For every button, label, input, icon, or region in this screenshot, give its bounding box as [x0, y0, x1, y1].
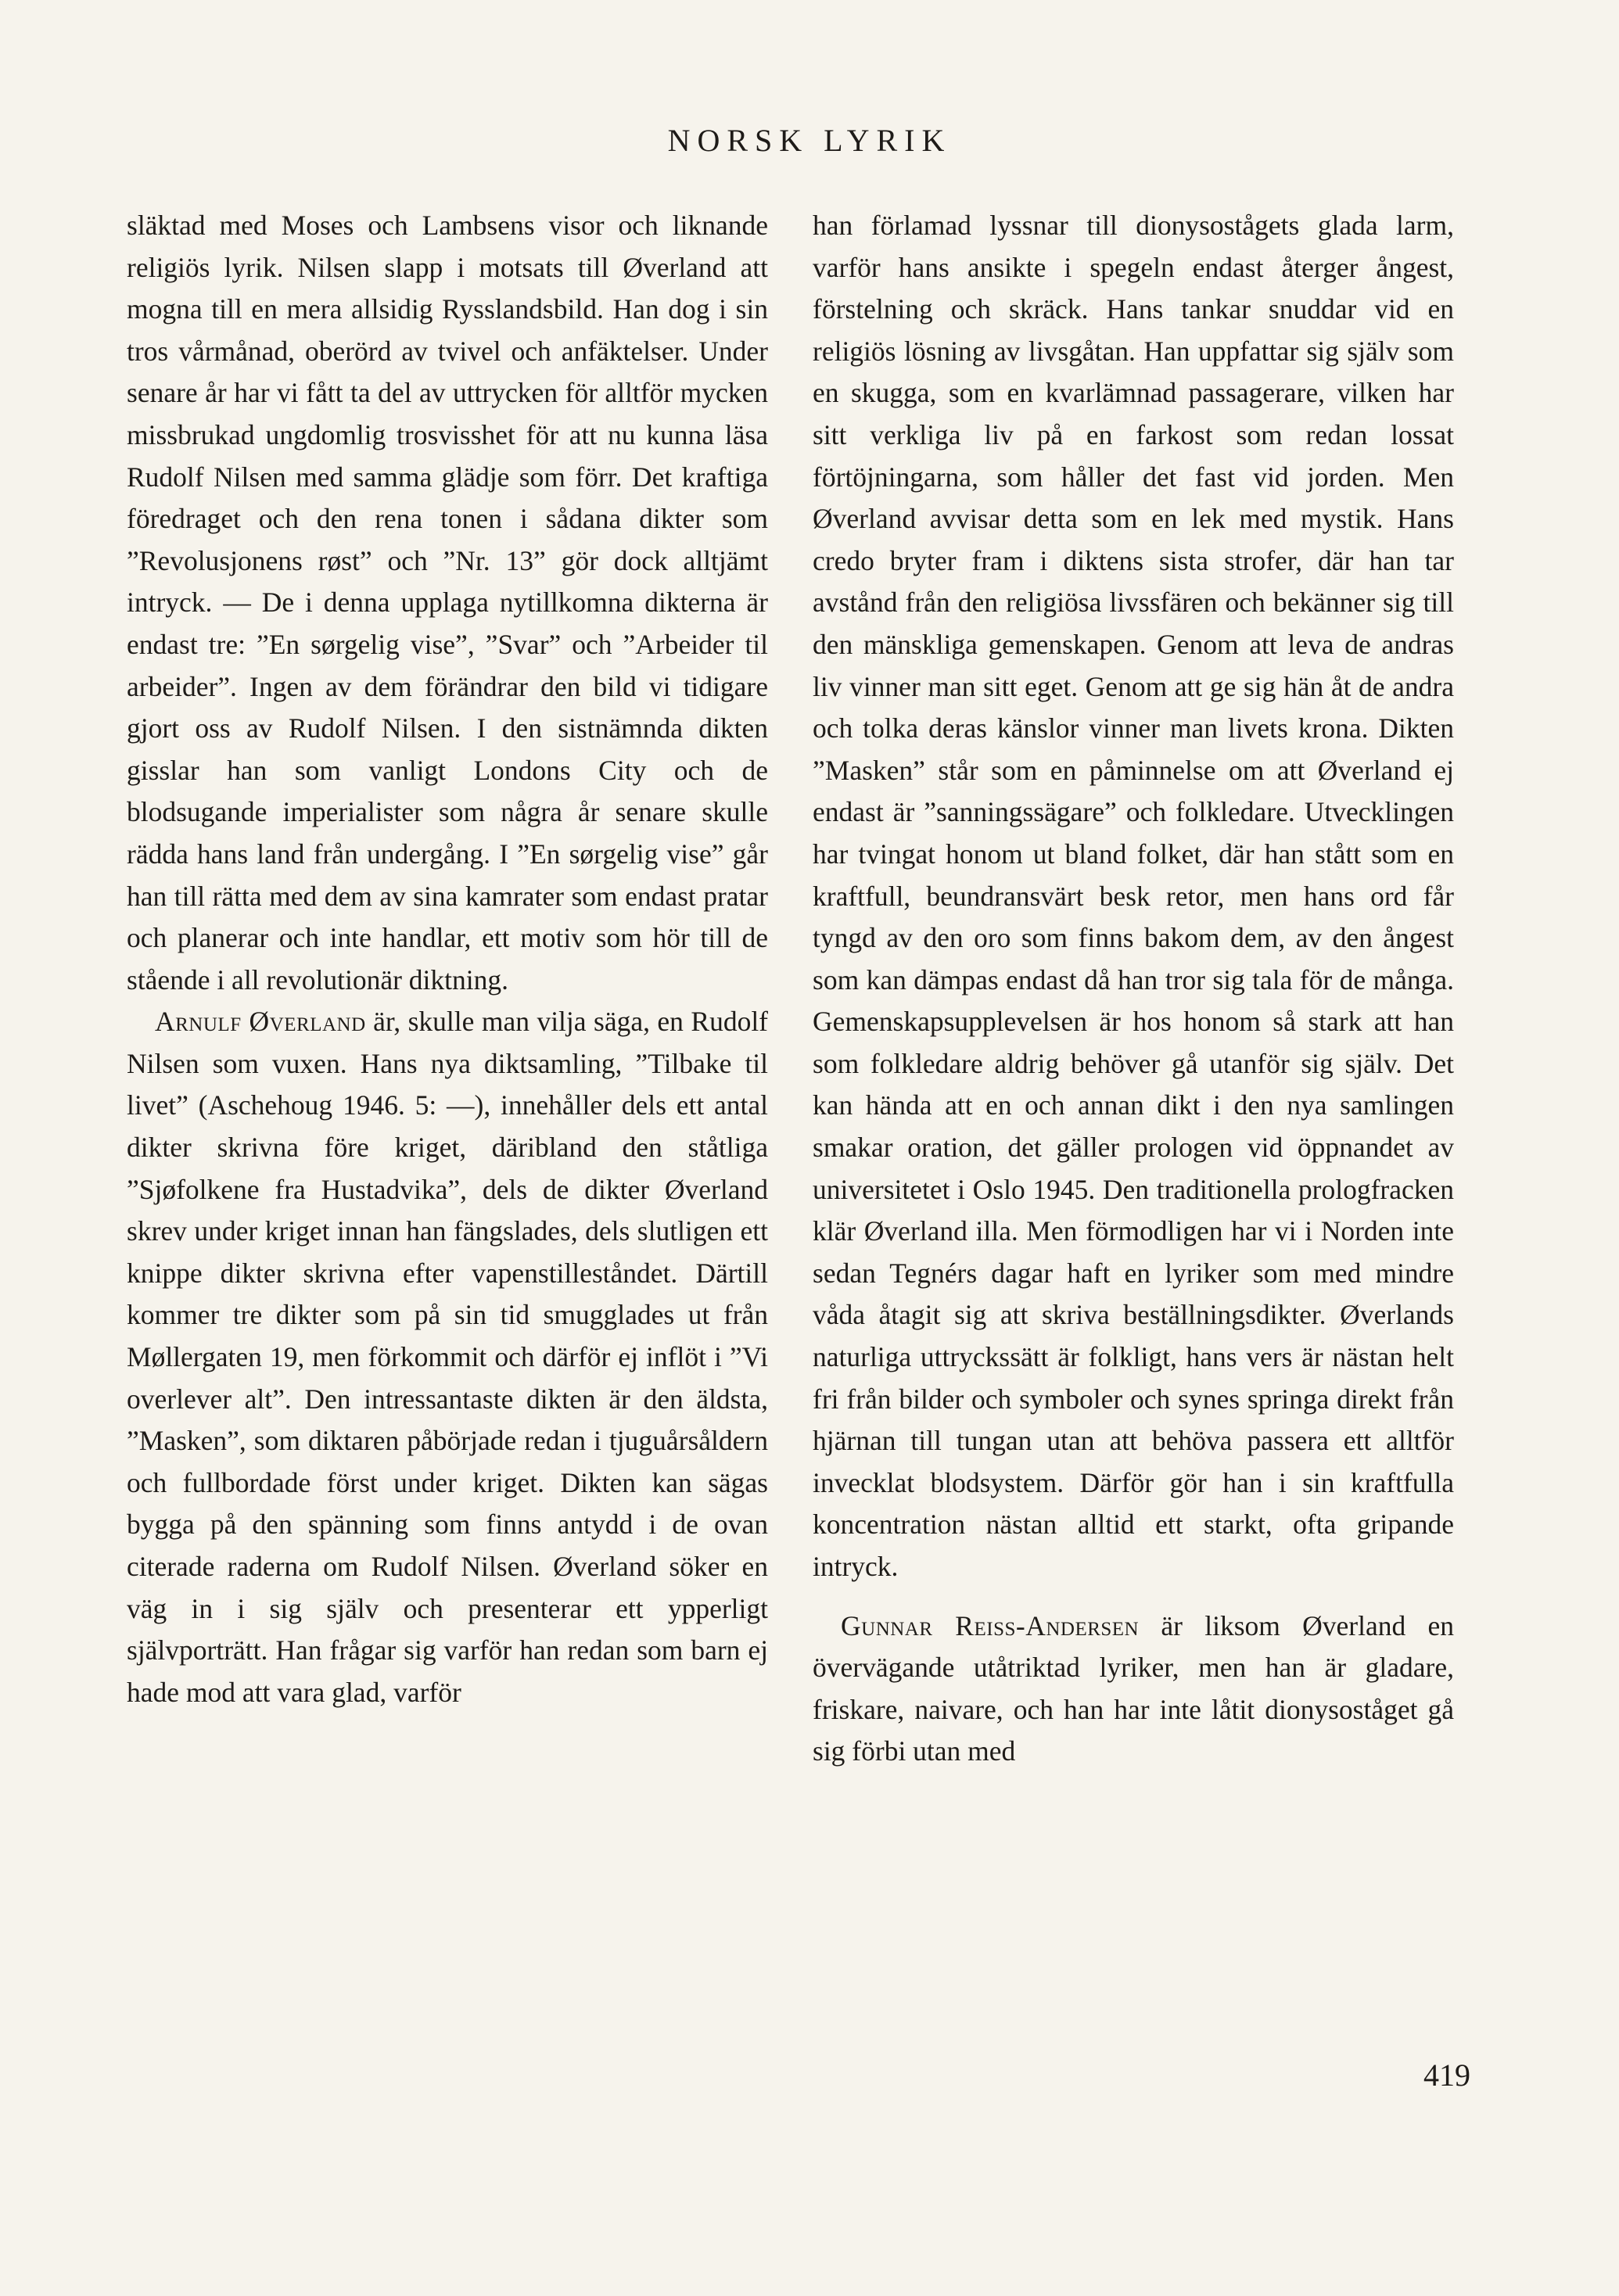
right-paragraph-2-text: är liksom Øverland en övervägande utåtriktad lyriker, men han är gladare, friskare, naivare, och han har inte låtit dionysoståget gå sig förbi utan med — [813, 1609, 1454, 1767]
right-column — [813, 205, 1454, 1773]
left-paragraph-2-text: är, skulle man vilja säga, en Rudolf Nilsen som vuxen. Hans nya diktsamling, ”Tilbake til livet” (Aschehoug 1946. 5: —), innehåller dels ett antal dikter skrivna före kriget, däribland den ståtliga ”Sjøfolkene fra Hustadvika”, dels de dikter Øverland skrev under kriget innan han fängslades, dels slutligen ett knippe dikter skrivna efter vapenstilleståndet. Därtill kommer tre dikter som på sin tid smugglades ut från Møllergaten 19, men förkommit och därför ej inflöt i ”Vi overlever alt”. Den intressantaste dikten är den äldsta, ”Masken”, som diktaren påbörjade redan i tjuguårsåldern och fullbordade först under kriget. Dikten kan sägas bygga på den spänning som finns antydd i de ovan citerade raderna om Rudolf Nilsen. Øverland söker en väg in i sig själv och presenterar ett ypperligt självporträtt. Han frågar sig varför han redan som barn ej hade mod att vara glad, varför — [127, 1006, 768, 1708]
author-name-overland: Arnulf Øverland — [155, 1006, 366, 1038]
left-paragraph-2 — [127, 1001, 768, 1713]
left-paragraph-1: släktad med Moses och Lambsens visor och liknande religiös lyrik. Nilsen slapp i motsats till Øverland att mogna till en mera allsidig Rysslandsbild. Han dog i sin tros vårmånad, oberörd av tvivel och anfäktelser. Under senare år har vi fått ta del av uttrycken för alltför mycken missbrukad ungdomlig trosvisshet för att nu kunna läsa Rudolf Nilsen med samma glädje som förr. Det kraftiga föredraget och den rena tonen i sådana dikter som ”Revolusjonens røst” och ”Nr. 13” gör dock alltjämt intryck. — De i denna upplaga nytillkomna dikterna är endast tre: ”En sørgelig vise”, ”Svar” och ”Arbeider til arbeider”. Ingen av dem förändrar den bild vi tidigare gjort oss av Rudolf Nilsen. I den sistnämnda dikten gisslar han som vanligt Londons City och de blodsugande imperialister som några år senare skulle rädda hans land från undergång. I ”En sørgelig vise” går han till rätta med dem av sina kamrater som endast pratar och planerar och inte handlar, ett motiv som hör till de stående i all revolutionär diktning. — [127, 210, 768, 996]
running-title: NORSK LYRIK — [667, 123, 952, 158]
left-column — [127, 205, 768, 1713]
right-paragraph-1: han förlamad lyssnar till dionysostågets glada larm, varför hans ansikte i spegeln endast återger ångest, förstelning och skräck. Hans tankar snuddar vid en religiös lösning av livsgåtan. Han uppfattar sig själv som en skugga, som en kvarlämnad passagerare, vilken har sitt verkliga liv på en farkost som redan lossat förtöjningarna, som håller det fast vid jorden. Men Øverland avvisar detta som en lek med mystik. Hans credo bryter fram i diktens sista strofer, där han tar avstånd från den religiösa livssfären och bekänner sig till den mänskliga gemenskapen. Genom att leva de andras liv vinner man sitt eget. Genom att ge sig hän åt de andra och tolka deras känslor vinner man livets krona. Dikten ”Masken” står som en påminnelse om att Øverland ej endast är ”sanningssägare” och folkledare. Utvecklingen har tvingat honom ut bland folket, där han stått som en kraftfull, beundransvärt besk retor, men hans ord får tyngd av den oro som finns bakom dem, av den ångest som kan dämpas endast då han tror sig tala för de många. Gemenskapsupplevelsen är hos honom så stark att han som folkledare aldrig behöver gå utanför sig själv. Det kan hända att en och annan dikt i den nya samlingen smakar oration, det gäller prologen vid öppnandet av universitetet i Oslo 1945. Den traditionella prologfracken klär Øverland illa. Men förmodligen har vi i Norden inte sedan Tegnérs dagar haft en lyriker som med mindre våda åtagit sig att skriva beställningsdikter. Øverlands naturliga uttryckssätt är folkligt, hans vers är nästan helt fri från bilder och symboler och synes springa direkt från hjärnan till tungan utan att behöva passera ett alltför invecklat blodsystem. Därför gör han i sin kraftfulla koncentration nästan alltid ett starkt, ofta gripande intryck. — [813, 210, 1454, 1582]
author-name-reiss-andersen: Gunnar Reiss-Andersen — [841, 1609, 1140, 1641]
page-number: 419 — [1423, 2057, 1470, 2093]
right-paragraph-2 — [813, 1605, 1454, 1773]
